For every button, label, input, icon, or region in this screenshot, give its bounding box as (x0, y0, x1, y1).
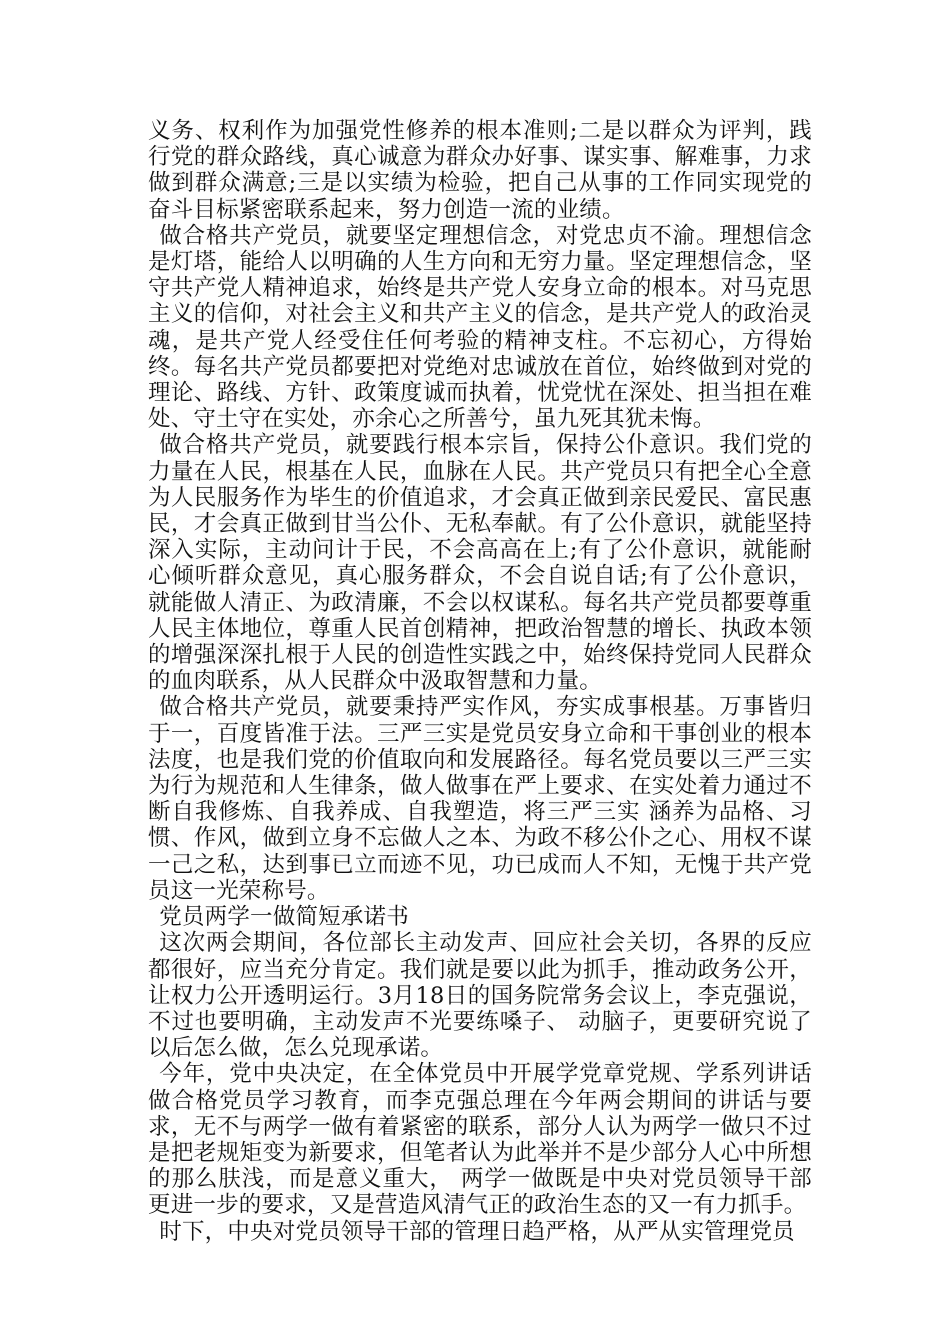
paragraph-nowadays: 时下，中央对党员领导干部的管理日趋严格，从严从实管理党员 (159, 1218, 795, 1245)
paragraph-public-servant: 做合格共产党员，就要践行根本宗旨，保持公仆意识。我们党的力量在人民，根基在人民，血脉在人民。共产党员只有把全心全意为人民服务作为毕生的价值追求，才会真正做到亲民爱民、富民惠民，才会真正做到甘当公仆、无私奉献。有了公仆意识，就能坚持深入实际，主动问计于民，不会高高在上;有了公仆意识，就能耐心倾听群众意见，真心服务群众，不会自说自话;有了公仆意识，就能做人清正、为政清廉，不会以权谋私。每名共产党员都要尊重人民主体地位，尊重人民首创精神，把政治智慧的增长、执政本领的增强深深扎根于人民的创造性实践之中，始终保持党同人民群众的血肉联系，从人民群众中汲取智慧和力量。 (148, 432, 812, 695)
paragraph-ideals: 做合格共产党员，就要坚定理想信念，对党忠贞不渝。理想信念是灯塔，能给人以明确的人生方向和无穷力量。坚定理想信念，坚守共产党人精神追求，始终是共产党人安身立命的根本。对马克思主义的信仰，对社会主义和共产主义的信念，是共产党人的政治灵魂，是共产党人经受住任何考验的精神支柱。不忘初心，方得始终。每名共产党员都要把对党绝对忠诚放在首位，始终做到对党的理论、路线、方针、政策度诚而执着，忧党忧在深处、担当担在难处、守土守在实处，亦余心之所善兮，虽九死其犹未悔。 (148, 222, 812, 433)
paragraph-style: 做合格共产党员，就要秉持严实作风，夯实成事根基。万事皆归于一，百度皆准于法。三严三实是党员安身立命和干事创业的根本法度，也是我们党的价值取向和发展路径。每名党员要以三严三实为行为规范和人生律条，做人做事在严上要求、在实处着力通过不断自我修炼、自我养成、自我塑造，将三严三实 涵养为品格、习惯、作风，做到立身不忘做人之本、为政不移公仆之心、用权不谋一己之私，达到事已立而迹不见，功已成而人不知，无愧于共产党员这一光荣称号。 (148, 694, 812, 904)
paragraph-this-year: 今年，党中央决定，在全体党员中开展学党章党规、学系列讲话做合格党员学习教育，而李克强总理在今年两会期间的讲话与要求，无不与两学一做有着紧密的联系，部分人认为两学一做只不过是把老规矩变为新要求，但笔者认为此举并不是少部分人心中所想的那么肤浅，而是意义重大， 两学一做既是中央对党员领导干部更进一步的要求，又是营造风清气正的政治生态的又一有力抓手。 (148, 1061, 812, 1219)
section-heading: 党员两学一做简短承诺书 (159, 904, 409, 931)
paragraph-two-sessions: 这次两会期间，各位部长主动发声、回应社会关切，各界的反应都很好，应当充分肯定。我们就是要以此为抓手，推动政务公开，让权力公开透明运行。3月18日的国务院常务会议上，李克强说，不过也要明确，主动发声不光要练嗓子、 动脑子，更要研究说了以后怎么做，怎么兑现承诺。 (148, 930, 812, 1062)
document-body (148, 118, 812, 1245)
paragraph-duties: 义务、权利作为加强党性修养的根本准则;二是以群众为评判，践行党的群众路线，真心诚意为群众办好事、谋实事、解难事，力求做到群众满意;三是以实绩为检验，把自己从事的工作同实现党的奋斗目标紧密联系起来，努力创造一流的业绩。 (148, 118, 812, 223)
